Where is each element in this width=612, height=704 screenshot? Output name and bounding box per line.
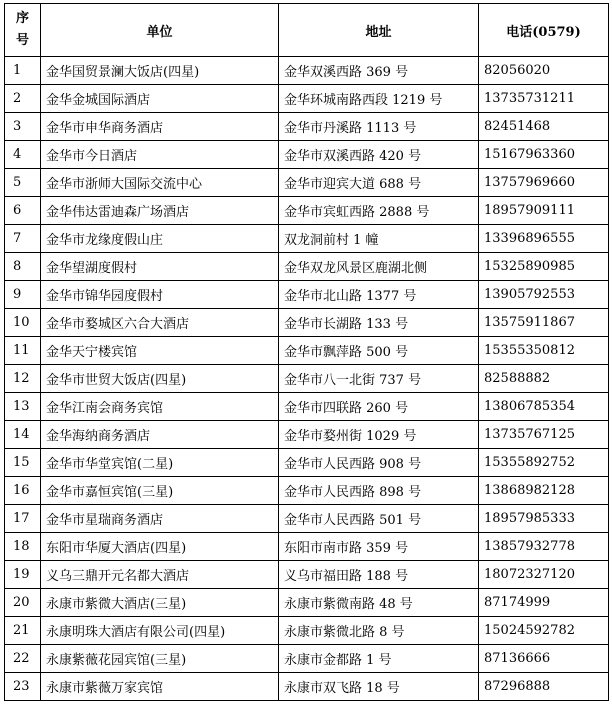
address-cell: 永康市金都路 1 号: [279, 645, 479, 673]
unit-cell: 金华海纳商务酒店: [41, 421, 279, 449]
phone-cell: 82451468: [479, 113, 609, 141]
phone-cell: 13735767125: [479, 421, 609, 449]
table-row: [5, 505, 609, 533]
table-row: [5, 533, 609, 561]
unit-cell: 金华市申华商务酒店: [41, 113, 279, 141]
phone-cell: 13735731211: [479, 85, 609, 113]
phone-cell: 18957909111: [479, 197, 609, 225]
index-header: [5, 4, 41, 57]
unit-cell: 金华市华堂宾馆(二星): [41, 449, 279, 477]
phone-cell: 82056020: [479, 57, 609, 85]
index-header-line2: 号: [15, 33, 29, 48]
unit-cell: 金华国贸景澜大饭店(四星): [41, 57, 279, 85]
phone-cell: 15325890985: [479, 253, 609, 281]
row-number-cell: 9: [5, 281, 41, 309]
table-row: [5, 393, 609, 421]
address-cell: 金华市婺州街 1029 号: [279, 421, 479, 449]
unit-cell: 永康紫薇花园宾馆(三星): [41, 645, 279, 673]
phone-cell: 87174999: [479, 589, 609, 617]
table-row: [5, 477, 609, 505]
phone-cell: 87296888: [479, 673, 609, 701]
table-body: [5, 57, 609, 701]
address-cell: 金华市人民西路 908 号: [279, 449, 479, 477]
address-cell: 永康市双飞路 18 号: [279, 673, 479, 701]
row-number-cell: 21: [5, 617, 41, 645]
phone-cell: 13868982128: [479, 477, 609, 505]
phone-cell: 18957985333: [479, 505, 609, 533]
unit-cell: 永康市紫微大酒店(三星): [41, 589, 279, 617]
table-row: [5, 421, 609, 449]
row-number-cell: 7: [5, 225, 41, 253]
phone-header: 电话(0579): [479, 4, 609, 57]
phone-cell: 15024592782: [479, 617, 609, 645]
address-cell: 双龙洞前村 1 幢: [279, 225, 479, 253]
address-cell: 金华市迎宾大道 688 号: [279, 169, 479, 197]
address-cell: 金华市丹溪路 1113 号: [279, 113, 479, 141]
address-cell: 永康市紫微北路 8 号: [279, 617, 479, 645]
row-number-cell: 15: [5, 449, 41, 477]
unit-cell: 金华市嘉恒宾馆(三星): [41, 477, 279, 505]
address-cell: 金华市双溪西路 420 号: [279, 141, 479, 169]
address-cell: 金华市人民西路 501 号: [279, 505, 479, 533]
row-number-cell: 18: [5, 533, 41, 561]
phone-cell: 13575911867: [479, 309, 609, 337]
phone-cell: 18072327120: [479, 561, 609, 589]
row-number-cell: 13: [5, 393, 41, 421]
address-cell: 永康市紫微南路 48 号: [279, 589, 479, 617]
address-cell: 金华市飘萍路 500 号: [279, 337, 479, 365]
unit-cell: 东阳市华厦大酒店(四星): [41, 533, 279, 561]
unit-cell: 金华市世贸大饭店(四星): [41, 365, 279, 393]
row-number-cell: 19: [5, 561, 41, 589]
address-cell: 金华市长湖路 133 号: [279, 309, 479, 337]
address-cell: 金华市北山路 1377 号: [279, 281, 479, 309]
unit-cell: 金华市锦华园度假村: [41, 281, 279, 309]
phone-cell: 13905792553: [479, 281, 609, 309]
unit-cell: 金华市星瑞商务酒店: [41, 505, 279, 533]
row-number-cell: 20: [5, 589, 41, 617]
row-number-cell: 8: [5, 253, 41, 281]
row-number-cell: 2: [5, 85, 41, 113]
row-number-cell: 14: [5, 421, 41, 449]
address-cell: 金华市八一北街 737 号: [279, 365, 479, 393]
address-header: 地址: [279, 4, 479, 57]
unit-cell: 金华市今日酒店: [41, 141, 279, 169]
index-header-line1: 序: [15, 11, 29, 26]
phone-cell: 13806785354: [479, 393, 609, 421]
address-cell: 金华双龙风景区鹿湖北侧: [279, 253, 479, 281]
unit-cell: 义乌三鼎开元名都大酒店: [41, 561, 279, 589]
row-number-cell: 22: [5, 645, 41, 673]
address-cell: 金华双溪西路 369 号: [279, 57, 479, 85]
unit-cell: 金华望湖度假村: [41, 253, 279, 281]
table-row: [5, 113, 609, 141]
table-row: [5, 169, 609, 197]
row-number-cell: 12: [5, 365, 41, 393]
phone-cell: 82588882: [479, 365, 609, 393]
unit-cell: 金华天宁楼宾馆: [41, 337, 279, 365]
phone-cell: 13396896555: [479, 225, 609, 253]
hotel-table: [4, 3, 609, 701]
table-row: [5, 645, 609, 673]
address-cell: 义乌市福田路 188 号: [279, 561, 479, 589]
address-cell: 东阳市南市路 359 号: [279, 533, 479, 561]
table-row: [5, 57, 609, 85]
table-row: [5, 673, 609, 701]
unit-cell: 金华市龙缘度假山庄: [41, 225, 279, 253]
row-number-cell: 5: [5, 169, 41, 197]
unit-cell: 永康明珠大酒店有限公司(四星): [41, 617, 279, 645]
table-row: [5, 365, 609, 393]
phone-cell: 13757969660: [479, 169, 609, 197]
row-number-cell: 16: [5, 477, 41, 505]
unit-cell: 永康市紫薇万家宾馆: [41, 673, 279, 701]
address-cell: 金华市四联路 260 号: [279, 393, 479, 421]
unit-header: 单位: [41, 4, 279, 57]
unit-cell: 金华伟达雷迪森广场酒店: [41, 197, 279, 225]
table-row: [5, 617, 609, 645]
table-row: [5, 85, 609, 113]
table-row: [5, 197, 609, 225]
row-number-cell: 6: [5, 197, 41, 225]
unit-cell: 金华市浙师大国际交流中心: [41, 169, 279, 197]
address-cell: 金华环城南路西段 1219 号: [279, 85, 479, 113]
row-number-cell: 4: [5, 141, 41, 169]
table-row: [5, 449, 609, 477]
table-row: [5, 337, 609, 365]
table-row: [5, 309, 609, 337]
unit-cell: 金华金城国际酒店: [41, 85, 279, 113]
table-row: [5, 253, 609, 281]
table-row: [5, 589, 609, 617]
table-row: [5, 561, 609, 589]
phone-cell: 15355350812: [479, 337, 609, 365]
phone-cell: 15167963360: [479, 141, 609, 169]
table-row: [5, 281, 609, 309]
phone-cell: 15355892752: [479, 449, 609, 477]
hotel-table-container: [4, 3, 609, 701]
row-number-cell: 17: [5, 505, 41, 533]
unit-cell: 金华市婺城区六合大酒店: [41, 309, 279, 337]
row-number-cell: 3: [5, 113, 41, 141]
phone-cell: 13857932778: [479, 533, 609, 561]
table-header-row: [5, 4, 609, 57]
row-number-cell: 1: [5, 57, 41, 85]
row-number-cell: 11: [5, 337, 41, 365]
table-row: [5, 225, 609, 253]
table-row: [5, 141, 609, 169]
unit-cell: 金华江南会商务宾馆: [41, 393, 279, 421]
address-cell: 金华市人民西路 898 号: [279, 477, 479, 505]
address-cell: 金华市宾虹西路 2888 号: [279, 197, 479, 225]
row-number-cell: 23: [5, 673, 41, 701]
row-number-cell: 10: [5, 309, 41, 337]
phone-cell: 87136666: [479, 645, 609, 673]
